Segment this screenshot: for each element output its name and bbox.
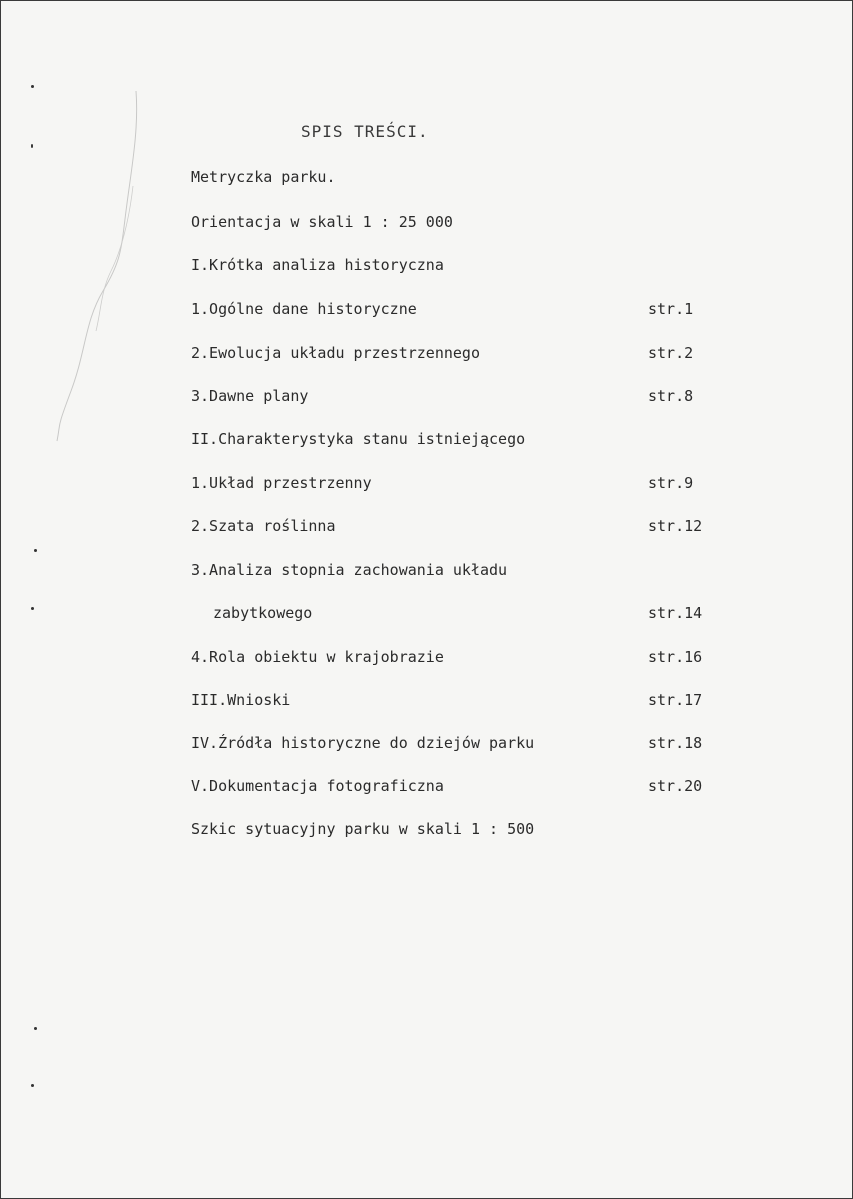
toc-entry-page: str.2 bbox=[648, 344, 694, 362]
margin-mark bbox=[31, 144, 33, 148]
toc-entry-label: 1.Układ przestrzenny bbox=[191, 474, 372, 492]
toc-entry bbox=[1, 600, 852, 626]
toc-entry bbox=[1, 164, 852, 190]
toc-entry bbox=[1, 557, 852, 583]
toc-entry-label: 1.Ogólne dane historyczne bbox=[191, 300, 417, 318]
toc-entry-page: str.9 bbox=[648, 474, 694, 492]
toc-entry-label: 3.Dawne plany bbox=[191, 387, 309, 405]
margin-mark bbox=[34, 1027, 37, 1030]
toc-entry-page: str.16 bbox=[648, 648, 703, 666]
toc-entry bbox=[1, 816, 852, 842]
toc-entry bbox=[1, 773, 852, 799]
toc-entry bbox=[1, 730, 852, 756]
toc-entry-label: III.Wnioski bbox=[191, 691, 291, 709]
page-title: SPIS TREŚCI. bbox=[301, 122, 429, 141]
toc-entry-label: 4.Rola obiektu w krajobrazie bbox=[191, 648, 444, 666]
toc-entry-label: 2.Ewolucja układu przestrzennego bbox=[191, 344, 480, 362]
toc-entry bbox=[1, 513, 852, 539]
toc-entry-label: IV.Źródła historyczne do dziejów parku bbox=[191, 734, 535, 752]
toc-entry bbox=[1, 252, 852, 278]
toc-entry-page: str.14 bbox=[648, 604, 703, 622]
margin-mark bbox=[31, 1084, 34, 1087]
toc-entry-label: 3.Analiza stopnia zachowania układu bbox=[191, 561, 508, 579]
toc-entry-label: Szkic sytuacyjny parku w skali 1 : 500 bbox=[191, 820, 535, 838]
toc-entry bbox=[1, 340, 852, 366]
toc-entry-label: 2.Szata roślinna bbox=[191, 517, 336, 535]
toc-entry-page: str.8 bbox=[648, 387, 694, 405]
toc-entry-label: V.Dokumentacja fotograficzna bbox=[191, 777, 444, 795]
toc-entry bbox=[1, 687, 852, 713]
toc-entry-label: zabytkowego bbox=[213, 604, 313, 622]
margin-mark bbox=[34, 549, 37, 552]
toc-entry-page: str.18 bbox=[648, 734, 703, 752]
toc-entry-label: Metryczka parku. bbox=[191, 168, 336, 186]
toc-entry bbox=[1, 209, 852, 235]
margin-mark bbox=[31, 85, 34, 88]
toc-entry bbox=[1, 426, 852, 452]
toc-entry-page: str.20 bbox=[648, 777, 703, 795]
toc-entry-page: str.1 bbox=[648, 300, 694, 318]
toc-entry-label: I.Krótka analiza historyczna bbox=[191, 256, 444, 274]
toc-entry-label: Orientacja w skali 1 : 25 000 bbox=[191, 213, 453, 231]
toc-entry-page: str.17 bbox=[648, 691, 703, 709]
toc-entry bbox=[1, 296, 852, 322]
toc-entry-page: str.12 bbox=[648, 517, 703, 535]
toc-entry-label: II.Charakterystyka stanu istniejącego bbox=[191, 430, 526, 448]
toc-entry bbox=[1, 644, 852, 670]
toc-entry bbox=[1, 383, 852, 409]
toc-entry bbox=[1, 470, 852, 496]
